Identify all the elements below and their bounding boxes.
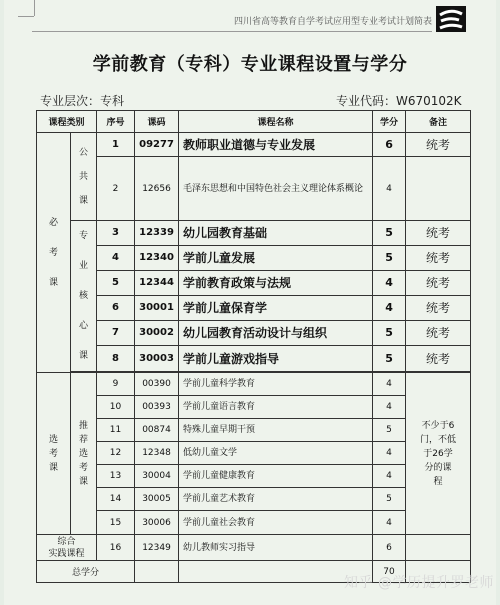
course-name: 学前儿童语言教育	[179, 396, 373, 419]
course-name: 低幼儿童文学	[179, 442, 373, 465]
course-code: 00874	[135, 419, 179, 442]
table-row	[37, 133, 471, 157]
col-header-code: 课码	[135, 111, 179, 133]
category-public: 公 共 课	[71, 133, 97, 221]
table-row	[37, 295, 471, 320]
course-name: 学前儿童健康教育	[179, 465, 373, 488]
row-number: 6	[97, 295, 135, 320]
course-code: 12340	[135, 245, 179, 270]
row-number: 1	[97, 133, 135, 157]
total-code-cell	[135, 561, 179, 583]
course-code: 30006	[135, 511, 179, 535]
course-name: 教师职业道德与专业发展	[179, 133, 373, 157]
row-number: 2	[97, 157, 135, 221]
table-row	[37, 320, 471, 345]
table-row	[37, 419, 471, 442]
course-note	[406, 157, 471, 221]
course-credit: 4	[373, 396, 406, 419]
table-row	[37, 157, 471, 221]
row-number: 3	[97, 221, 135, 246]
course-credit: 5	[373, 488, 406, 511]
course-note: 统考	[406, 245, 471, 270]
total-label: 总学分	[37, 561, 135, 583]
table-header-row	[37, 111, 471, 133]
table-row	[37, 245, 471, 270]
category-core: 专 业 核 心 课	[71, 221, 97, 372]
course-credit: 6	[373, 535, 406, 561]
elective-note: 不少于6 门，不低 于26学 分的课 程	[406, 373, 471, 535]
course-credit: 4	[373, 442, 406, 465]
page-header: 四川省高等教育自学考试应用型专业考试计划简表	[32, 14, 432, 32]
course-note: 统考	[406, 221, 471, 246]
course-note	[406, 535, 471, 561]
table-row	[37, 345, 471, 371]
watermark: 知乎 @学历提升罗老师	[344, 575, 494, 591]
course-credit: 5	[373, 320, 406, 345]
course-note: 统考	[406, 133, 471, 157]
course-code: 00390	[135, 373, 179, 396]
course-code: 30004	[135, 465, 179, 488]
course-note: 统考	[406, 295, 471, 320]
course-credit: 5	[373, 419, 406, 442]
course-code: 30003	[135, 345, 179, 371]
col-header-number: 序号	[97, 111, 135, 133]
course-credit: 4	[373, 465, 406, 488]
row-number: 5	[97, 270, 135, 295]
col-header-name: 课程名称	[179, 111, 373, 133]
course-code: 12344	[135, 270, 179, 295]
course-name: 学前儿童社会教育	[179, 511, 373, 535]
table-row	[37, 511, 471, 535]
table-row	[37, 535, 471, 561]
course-table-grid	[36, 110, 471, 583]
table-row	[37, 465, 471, 488]
table-row	[37, 488, 471, 511]
course-note: 统考	[406, 270, 471, 295]
category-recommended: 推 荐 选 考 课	[71, 373, 97, 535]
course-credit: 4	[373, 157, 406, 221]
course-code: 00393	[135, 396, 179, 419]
course-note: 统考	[406, 345, 471, 371]
course-code: 12348	[135, 442, 179, 465]
row-number: 7	[97, 320, 135, 345]
row-number: 16	[97, 535, 135, 561]
course-credit: 5	[373, 345, 406, 371]
category-elective: 选 考 课	[37, 373, 71, 535]
course-code: 30005	[135, 488, 179, 511]
col-header-category: 课程类别	[37, 111, 97, 133]
document-page	[4, 0, 496, 605]
course-credit: 4	[373, 373, 406, 396]
table-row	[37, 442, 471, 465]
course-credit: 4	[373, 270, 406, 295]
table-row	[37, 221, 471, 246]
course-name: 学前儿童科学教育	[179, 373, 373, 396]
row-number: 13	[97, 465, 135, 488]
page-title: 学前教育（专科）专业课程设置与学分	[92, 54, 408, 75]
row-number: 15	[97, 511, 135, 535]
course-name: 幼儿园教育活动设计与组织	[179, 320, 373, 345]
major-code: 专业代码：W670102K	[336, 94, 462, 108]
course-code: 30002	[135, 320, 179, 345]
table-row	[37, 373, 471, 396]
course-name: 特殊儿童早期干预	[179, 419, 373, 442]
course-code: 09277	[135, 133, 179, 157]
table-row	[37, 396, 471, 419]
row-number: 11	[97, 419, 135, 442]
course-name: 幼儿园教育基础	[179, 221, 373, 246]
course-code: 12656	[135, 157, 179, 221]
row-number: 8	[97, 345, 135, 371]
row-number: 4	[97, 245, 135, 270]
course-code: 12339	[135, 221, 179, 246]
course-credit: 4	[373, 295, 406, 320]
course-credit: 5	[373, 245, 406, 270]
table-row	[37, 270, 471, 295]
row-number: 9	[97, 373, 135, 396]
course-name: 学前儿童艺术教育	[179, 488, 373, 511]
total-value: 70	[373, 561, 406, 583]
course-code: 12349	[135, 535, 179, 561]
major-level: 专业层次：专科	[40, 94, 125, 108]
course-name: 学前教育政策与法规	[179, 270, 373, 295]
category-practice: 综合 实践课程	[37, 535, 97, 561]
course-credit: 5	[373, 221, 406, 246]
publisher-logo-icon	[436, 6, 466, 32]
course-name: 毛泽东思想和中国特色社会主义理论体系概论	[179, 157, 373, 221]
course-credit: 4	[373, 511, 406, 535]
row-number: 14	[97, 488, 135, 511]
course-note: 统考	[406, 320, 471, 345]
course-name: 幼儿教师实习指导	[179, 535, 373, 561]
course-credit: 6	[373, 133, 406, 157]
row-number: 10	[97, 396, 135, 419]
col-header-credit: 学分	[373, 111, 406, 133]
col-header-note: 备注	[406, 111, 471, 133]
course-code: 30001	[135, 295, 179, 320]
row-number: 12	[97, 442, 135, 465]
course-name: 学前儿童游戏指导	[179, 345, 373, 371]
category-required: 必 考 课	[37, 133, 71, 373]
course-name: 学前儿童发展	[179, 245, 373, 270]
course-name: 学前儿童保育学	[179, 295, 373, 320]
